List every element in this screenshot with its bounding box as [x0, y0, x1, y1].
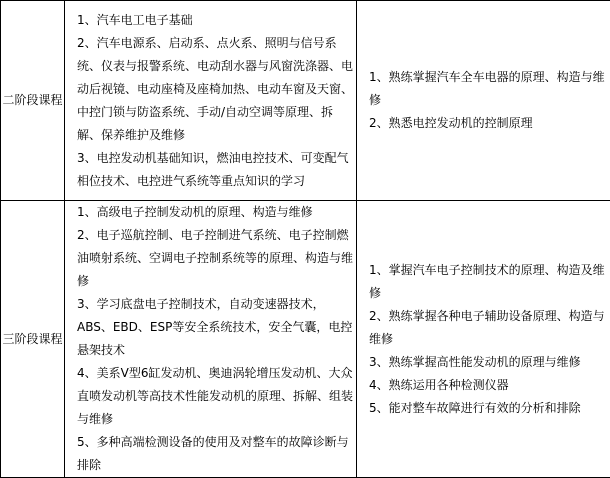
course-content-item: 1、汽车电工电子基础 — [69, 9, 354, 32]
learning-goal-item: 3、熟练掌握高性能发动机的原理与维修 — [361, 351, 608, 374]
stage-name: 二阶段课程 — [1, 1, 65, 201]
learning-goal-item: 2、熟悉电控发动机的控制原理 — [361, 112, 608, 135]
learning-goal-item: 4、熟练运用各种检测仪器 — [361, 374, 608, 397]
learning-goals-cell — [357, 201, 610, 478]
table-row — [1, 201, 610, 478]
table-row — [1, 1, 610, 201]
course-content-item: 5、多种高端检测设备的使用及对整车的故障诊断与排除 — [69, 431, 354, 477]
learning-goal-item: 1、熟练掌握汽车全车电器的原理、构造与维修 — [361, 66, 608, 112]
learning-goals-cell — [357, 1, 610, 201]
course-content-item: 4、美系V型6缸发动机、奥迪涡轮增压发动机、大众直喷发动机等高技术性能发动机的原理、拆解、组装与维修 — [69, 362, 354, 431]
course-content-item: 2、汽车电源系、启动系、点火系、照明与信号系统、仪表与报警系统、电动刮水器与风窗洗涤器、电动后视镜、电动座椅及座椅加热、电动车窗及天窗、中控门锁与防盗系统、手动/自动空调等原理、拆解、保养维护及维修 — [69, 32, 354, 147]
course-content-item: 2、电子巡航控制、电子控制进气系统、电子控制燃油喷射系统、空调电子控制系统等的原理、构造与维修 — [69, 224, 354, 293]
course-content-cell — [65, 201, 357, 478]
stage-name: 三阶段课程 — [1, 201, 65, 478]
learning-goal-item: 5、能对整车故障进行有效的分析和排除 — [361, 397, 608, 420]
course-content-item: 1、高级电子控制发动机的原理、构造与维修 — [69, 201, 354, 224]
course-content-item: 3、电控发动机基础知识，燃油电控技术、可变配气相位技术、电控进气系统等重点知识的学习 — [69, 147, 354, 193]
learning-goal-item: 1、掌握汽车电子控制技术的原理、构造及维修 — [361, 259, 608, 305]
course-content-cell — [65, 1, 357, 201]
course-content-item: 3、学习底盘电子控制技术，自动变速器技术，ABS、EBD、ESP等安全系统技术，安全气囊，电控悬架技术 — [69, 293, 354, 362]
learning-goal-item: 2、熟练掌握各种电子辅助设备原理、构造与维修 — [361, 305, 608, 351]
